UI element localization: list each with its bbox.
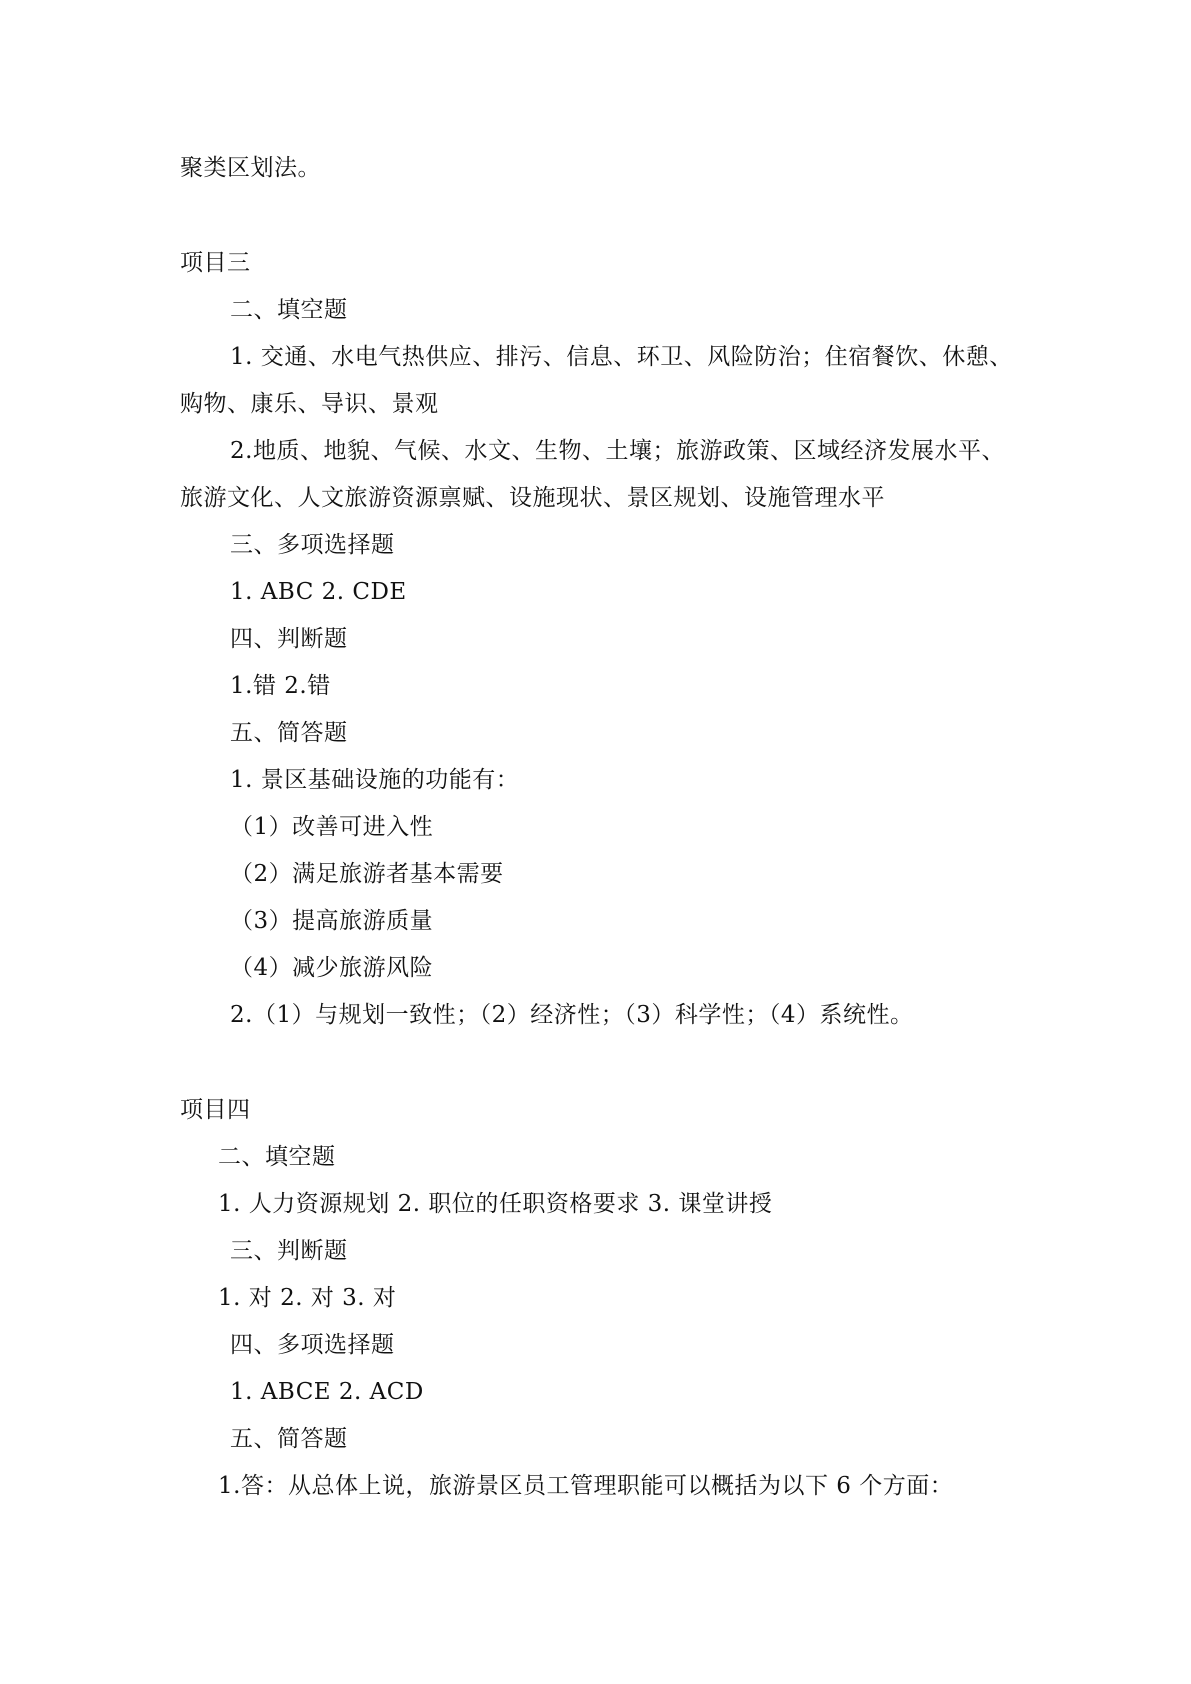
subheading-multiple-choice: 四、多项选择题 (230, 1332, 395, 1358)
answer-line: 1. ABC 2. CDE (230, 579, 407, 605)
answer-line: 1. 景区基础设施的功能有： (230, 767, 520, 793)
answer-list-item: （3）提高旅游质量 (230, 908, 434, 934)
answer-list-item: （4）减少旅游风险 (230, 955, 434, 981)
answer-line: 1. 对 2. 对 3. 对 (218, 1285, 397, 1311)
subheading-short-answer: 五、简答题 (230, 720, 348, 746)
text-line-continuation: 聚类区划法。 (180, 155, 321, 181)
answer-line: 购物、康乐、导识、景观 (180, 391, 439, 417)
subheading-multiple-choice: 三、多项选择题 (230, 532, 395, 558)
answer-line: 2.（1）与规划一致性；（2）经济性；（3）科学性；（4）系统性。 (230, 1002, 914, 1028)
answer-line: 1.错 2.错 (230, 673, 331, 699)
answer-line: 1.答：从总体上说，旅游景区员工管理职能可以概括为以下 6 个方面： (218, 1473, 954, 1499)
section-heading-project-3: 项目三 (180, 250, 251, 276)
subheading-true-false: 四、判断题 (230, 626, 348, 652)
answer-line: 旅游文化、人文旅游资源禀赋、设施现状、景区规划、设施管理水平 (180, 485, 885, 511)
answer-line: 2.地质、地貌、气候、水文、生物、土壤；旅游政策、区域经济发展水平、 (230, 438, 1005, 464)
subheading-short-answer: 五、简答题 (230, 1426, 348, 1452)
subheading-fill-in-blank: 二、填空题 (218, 1144, 336, 1170)
section-heading-project-4: 项目四 (180, 1097, 251, 1123)
answer-list-item: （1）改善可进入性 (230, 814, 434, 840)
answer-line: 1. 交通、水电气热供应、排污、信息、环卫、风险防治；住宿餐饮、休憩、 (230, 344, 1013, 370)
answer-line: 1. ABCE 2. ACD (230, 1379, 424, 1405)
subheading-true-false: 三、判断题 (230, 1238, 348, 1264)
answer-list-item: （2）满足旅游者基本需要 (230, 861, 504, 887)
answer-line: 1. 人力资源规划 2. 职位的任职资格要求 3. 课堂讲授 (218, 1191, 773, 1217)
subheading-fill-in-blank: 二、填空题 (230, 297, 348, 323)
